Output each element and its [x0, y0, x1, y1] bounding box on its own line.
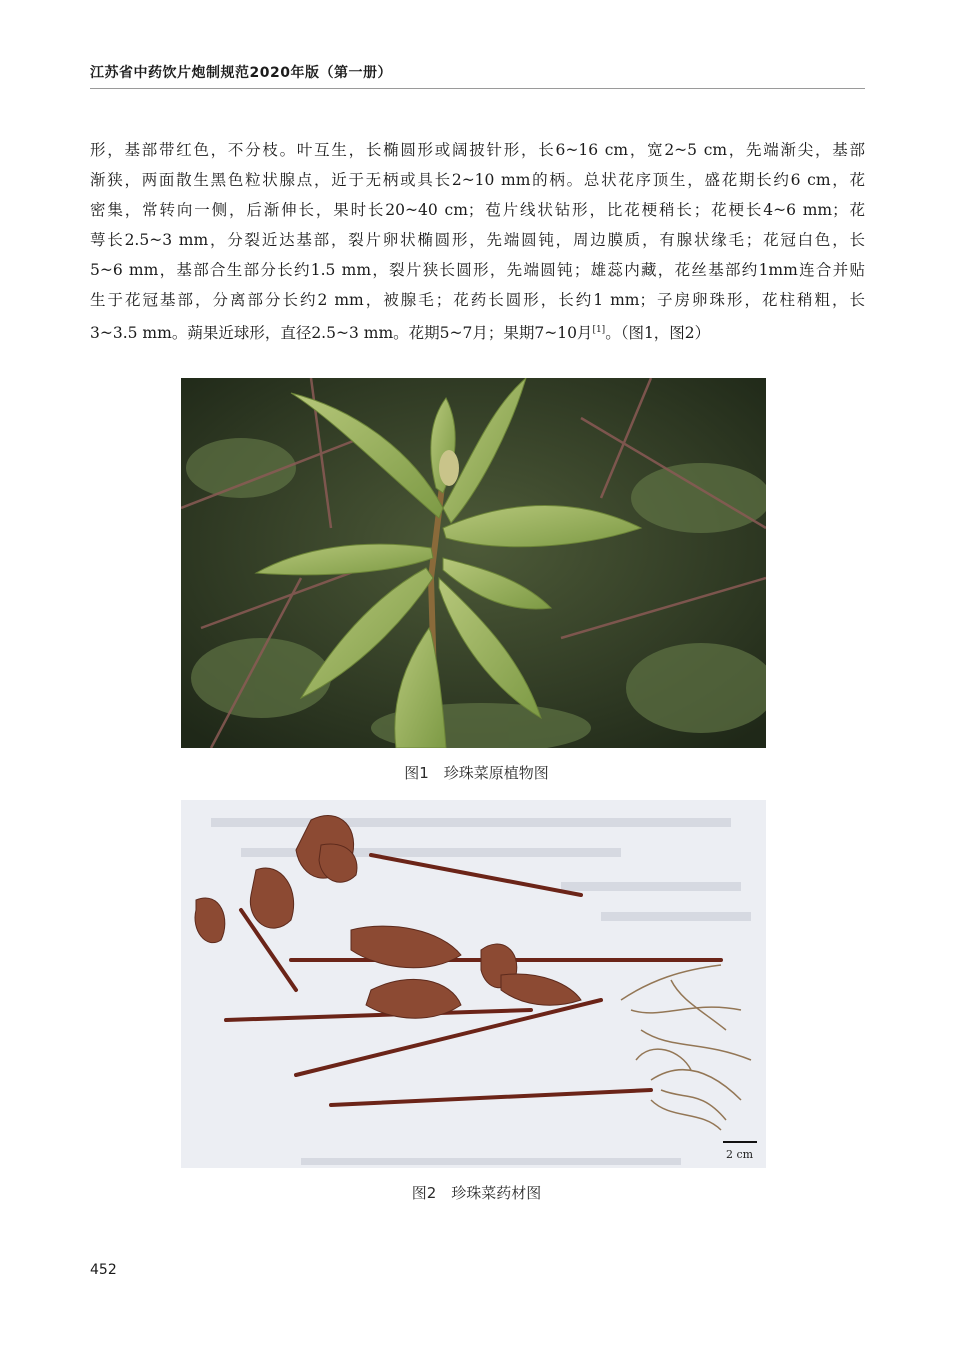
body-line: 5~6 mm，基部合生部分长约1.5 mm，裂片狭长圆形，先端圆钝；雄蕊内藏，花丝基部约1mm连合并贴: [90, 261, 865, 279]
body-line: 形，基部带红色，不分枝。叶互生，长椭圆形或阔披针形，长6~16 cm，宽2~5 cm，先端渐尖，基部: [90, 141, 865, 159]
body-paragraph: [90, 135, 865, 348]
figure-1-caption: 图1 珍珠菜原植物图: [404, 764, 549, 782]
herb-specimen-illustration: [181, 800, 766, 1168]
body-line-text: 3~3.5 mm。蒴果近球形，直径2.5~3 mm。花期5~7月；果期7~10月: [90, 324, 593, 343]
page-number: 452: [90, 1262, 117, 1278]
figure-reference-text: 。（图1，图2）: [605, 324, 711, 343]
scale-bar-label: 2 cm: [726, 1148, 754, 1161]
body-line: 密集，常转向一侧，后渐伸长，果时长20~40 cm；苞片线状钻形，比花梗稍长；花梗长4~6 mm；花: [90, 201, 865, 219]
figure-2-herb-photo: [181, 800, 766, 1168]
figure-2-caption: 图2 珍珠菜药材图: [411, 1184, 542, 1202]
running-header: 江苏省中药饮片炮制规范2020年版（第一册）: [90, 65, 392, 81]
body-line-last: [90, 315, 865, 348]
body-line: 萼长2.5~3 mm，分裂近达基部，裂片卵状椭圆形，先端圆钝，周边膜质，有腺状缘毛；花冠白色，长: [90, 231, 865, 249]
body-line: 渐狭，两面散生黑色粒状腺点，近于无柄或具长2~10 mm的柄。总状花序顶生，盛花期长约6 cm，花: [90, 171, 865, 189]
figure-1-plant-photo: [181, 378, 766, 748]
reference-marker[interactable]: [1]: [592, 325, 606, 335]
body-line: 生于花冠基部，分离部分长约2 mm，被腺毛；花药长圆形，长约1 mm；子房卵珠形，花柱稍粗，长: [90, 291, 865, 309]
header-divider: [90, 88, 865, 89]
plant-photo-illustration: [181, 378, 766, 748]
